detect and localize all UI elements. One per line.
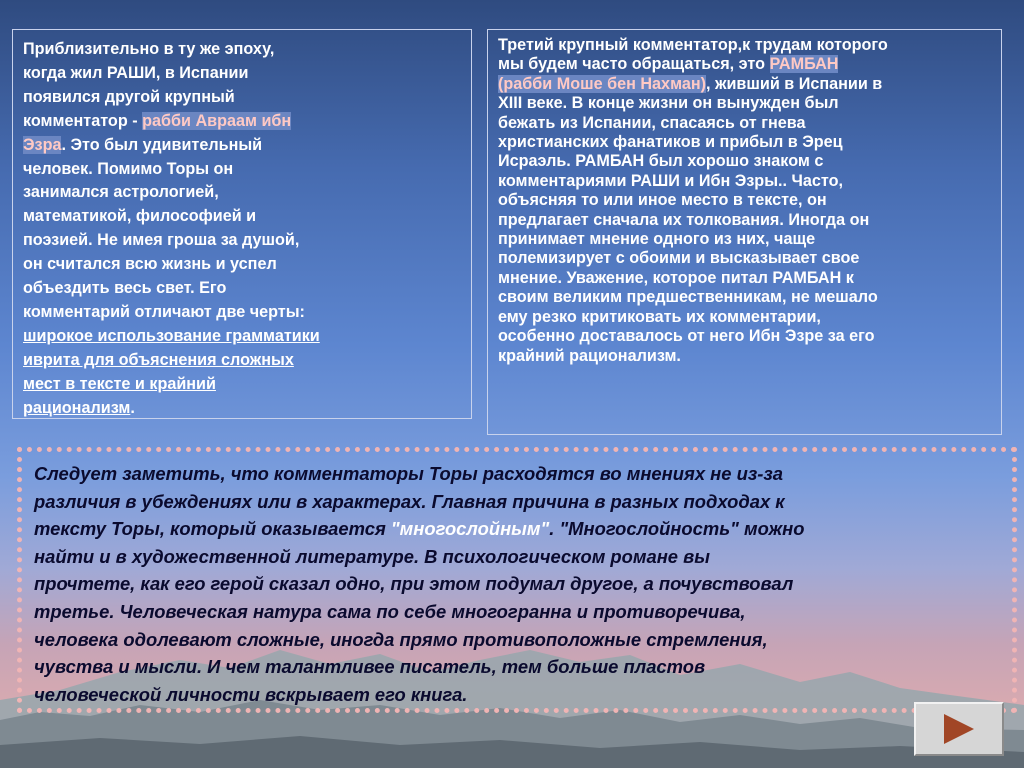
ibn-ezra-paragraph (23, 38, 471, 421)
text-segment: Приблизительно в ту же эпоху, когда жил РАШИ, в Испании появился другой крупный комментатор - (23, 40, 275, 130)
text-segment: . Это был удивительный человек. Помимо Торы он занимался астрологией, математикой, философией и поэзией. Не имея гроша за душой, он считался всю жизнь и успел объездить весь свет. Его комментарий отличают две черты: (23, 135, 305, 321)
text-segment: Следует заметить, что комментаторы Торы расходятся во мнениях не из-за различия в убеждениях или в характерах. Главная причина в разных подходах к тексту Торы, который оказывается (34, 463, 785, 540)
highlight-name: Эзра (23, 135, 62, 154)
text-segment: . (130, 398, 135, 417)
ibn-ezra-text-panel (12, 29, 472, 419)
play-triangle-icon (944, 714, 974, 744)
text-segment: Третий крупный комментатор,к трудам которого мы будем часто обращаться, это (498, 36, 888, 74)
quoted-term: "многослойным" (390, 518, 550, 540)
conclusion-box (17, 447, 1017, 713)
text-segment: . "Многослойность" можно найти и в художественной литературе. В психологическом романе вы прочтете, как его герой сказал одно, при этом подумал другое, а почувствовал третье. Человеческая натура сама по себе многогранна и противоречива, человека одолевают сложные, иногда прямо противоположные стремления, чувства и мысли. И чем талантливее писатель, тем больше пластов человеческой личности вскрывает его книга. (34, 518, 805, 705)
highlight-name: РАМБАН (рабби Моше бен Нахман) (498, 55, 839, 93)
conclusion-paragraph (34, 460, 1000, 708)
next-slide-button[interactable] (914, 702, 1004, 756)
underlined-text: широкое использование грамматики иврита для объяснения сложных мест в тексте и крайний рационализм (23, 326, 320, 417)
ramban-text-panel (487, 29, 1002, 435)
text-segment: , живший в Испании в XIII веке. В конце жизни он вынужден был бежать из Испании, спасаясь от гнева христианских фанатиков и прибыл в Эрец Исраэль. РАМБАН был хорошо знаком с комментариями РАШИ и Ибн Эзры.. Часто, объясняя то или иное место в тексте, он предлагает сначала их толкования. Иногда он принимает мнение одного из них, чаще полемизирует с обоими и высказывает свое мнение. Уважение, которое питал РАМБАН к своим великим предшественникам, не мешало ему резко критиковать их комментарии, особенно доставалось от него Ибн Эзре за его крайний рационализм. (498, 74, 883, 365)
highlight-name: рабби Авраам ибн (142, 111, 292, 130)
ramban-paragraph (498, 36, 1001, 366)
